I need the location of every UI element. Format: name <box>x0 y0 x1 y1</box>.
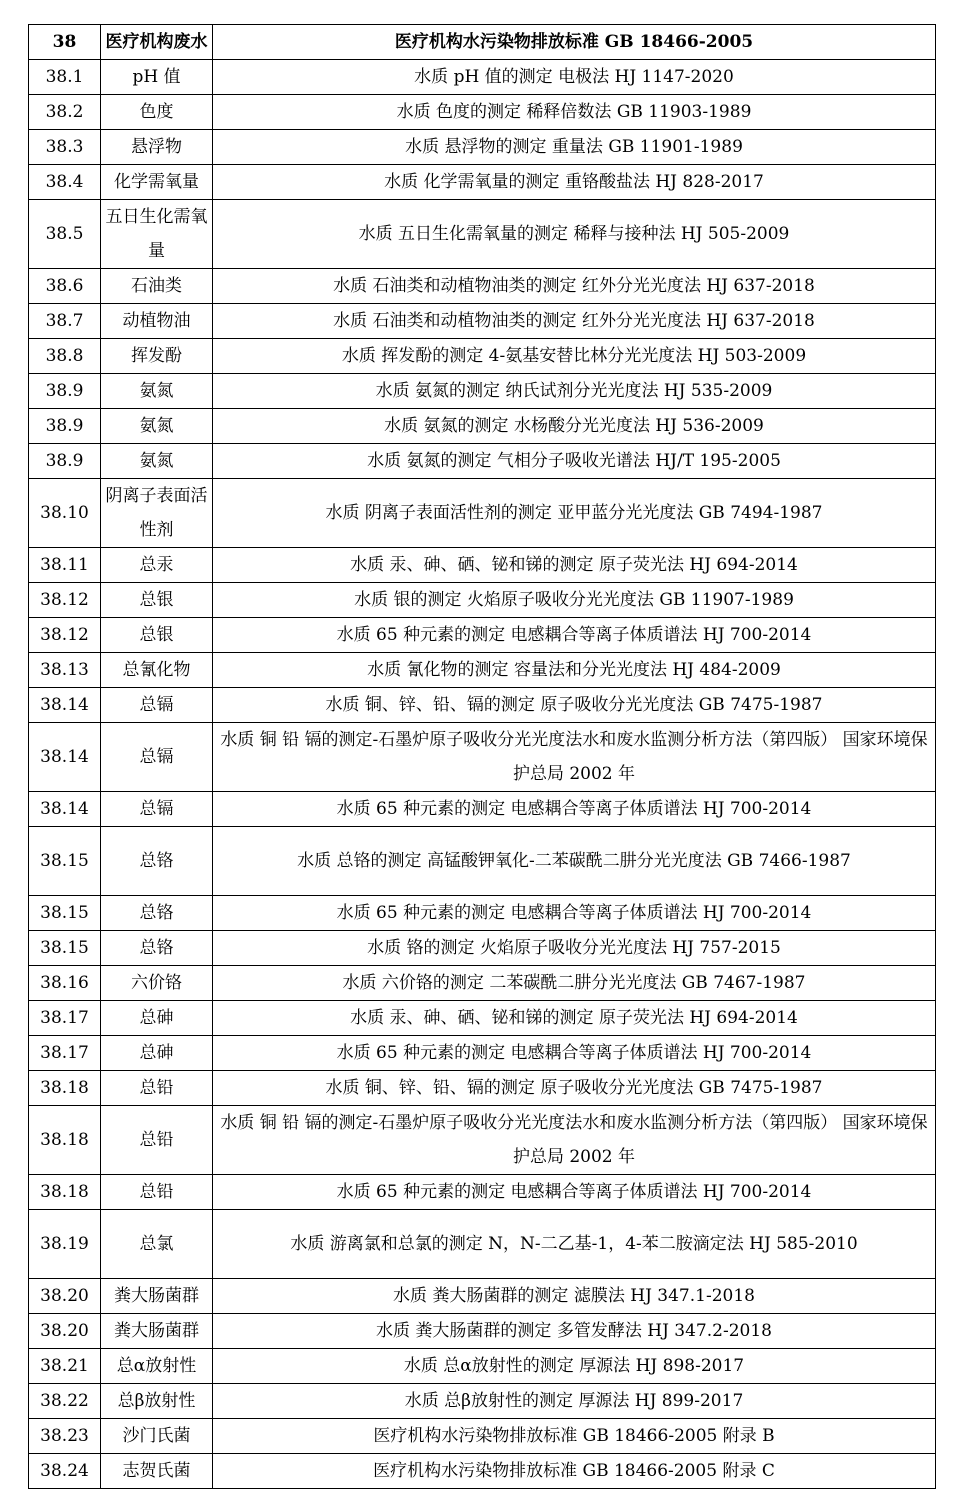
table-row <box>29 479 936 548</box>
row-item: 总氯 <box>101 1210 213 1279</box>
table-row <box>29 269 936 304</box>
row-method: 水质 银的测定 火焰原子吸收分光光度法 GB 11907-1989 <box>213 583 936 618</box>
row-number: 38.18 <box>29 1106 101 1175</box>
table-row <box>29 200 936 269</box>
table-row <box>29 444 936 479</box>
header-num: 38 <box>29 25 101 60</box>
row-method: 水质 游离氯和总氯的测定 N，N-二乙基-1，4-苯二胺滴定法 HJ 585-2010 <box>213 1210 936 1279</box>
row-item: 挥发酚 <box>101 339 213 374</box>
header-item: 医疗机构废水 <box>101 25 213 60</box>
row-number: 38.15 <box>29 931 101 966</box>
row-number: 38.6 <box>29 269 101 304</box>
row-method: 水质 汞、砷、硒、铋和锑的测定 原子荧光法 HJ 694-2014 <box>213 1001 936 1036</box>
row-number: 38.24 <box>29 1454 101 1489</box>
row-number: 38.3 <box>29 130 101 165</box>
row-item: 氨氮 <box>101 374 213 409</box>
row-item: 总铅 <box>101 1106 213 1175</box>
row-number: 38.20 <box>29 1314 101 1349</box>
table-row <box>29 548 936 583</box>
table-row <box>29 165 936 200</box>
row-method: 水质 悬浮物的测定 重量法 GB 11901-1989 <box>213 130 936 165</box>
table-row <box>29 1279 936 1314</box>
table-row <box>29 130 936 165</box>
row-number: 38.15 <box>29 827 101 896</box>
row-number: 38.4 <box>29 165 101 200</box>
table-row <box>29 1314 936 1349</box>
row-item: 六价铬 <box>101 966 213 1001</box>
row-number: 38.21 <box>29 1349 101 1384</box>
table-row <box>29 583 936 618</box>
row-method: 水质 65 种元素的测定 电感耦合等离子体质谱法 HJ 700-2014 <box>213 896 936 931</box>
row-item: 总镉 <box>101 723 213 792</box>
table-row <box>29 95 936 130</box>
row-method: 水质 总α放射性的测定 厚源法 HJ 898-2017 <box>213 1349 936 1384</box>
row-number: 38.5 <box>29 200 101 269</box>
row-method: 水质 铜 铅 镉的测定-石墨炉原子吸收分光光度法水和废水监测分析方法（第四版） 国家环境保护总局 2002 年 <box>213 723 936 792</box>
row-item: 总银 <box>101 583 213 618</box>
row-number: 38.23 <box>29 1419 101 1454</box>
row-item: 志贺氏菌 <box>101 1454 213 1489</box>
row-item: 总铅 <box>101 1071 213 1106</box>
row-method: 水质 总β放射性的测定 厚源法 HJ 899-2017 <box>213 1384 936 1419</box>
row-method: 水质 氨氮的测定 水杨酸分光光度法 HJ 536-2009 <box>213 409 936 444</box>
row-item: 悬浮物 <box>101 130 213 165</box>
table-row <box>29 1419 936 1454</box>
row-method: 水质 65 种元素的测定 电感耦合等离子体质谱法 HJ 700-2014 <box>213 1175 936 1210</box>
row-method: 水质 六价铬的测定 二苯碳酰二肼分光光度法 GB 7467-1987 <box>213 966 936 1001</box>
row-method: 水质 五日生化需氧量的测定 稀释与接种法 HJ 505-2009 <box>213 200 936 269</box>
row-item: 总银 <box>101 618 213 653</box>
header-standard: 医疗机构水污染物排放标准 GB 18466-2005 <box>213 25 936 60</box>
row-number: 38.19 <box>29 1210 101 1279</box>
row-number: 38.10 <box>29 479 101 548</box>
standards-table <box>28 24 936 1489</box>
row-method: 水质 pH 值的测定 电极法 HJ 1147-2020 <box>213 60 936 95</box>
row-item: 总铬 <box>101 827 213 896</box>
row-method: 水质 铬的测定 火焰原子吸收分光光度法 HJ 757-2015 <box>213 931 936 966</box>
row-item: 总汞 <box>101 548 213 583</box>
row-item: 总铅 <box>101 1175 213 1210</box>
row-item: 氨氮 <box>101 409 213 444</box>
row-number: 38.9 <box>29 444 101 479</box>
table-row <box>29 1106 936 1175</box>
row-item: 氨氮 <box>101 444 213 479</box>
row-item: 总α放射性 <box>101 1349 213 1384</box>
row-number: 38.15 <box>29 896 101 931</box>
row-item: 化学需氧量 <box>101 165 213 200</box>
table-row <box>29 374 936 409</box>
row-item: pH 值 <box>101 60 213 95</box>
table-row <box>29 1175 936 1210</box>
table-row <box>29 1071 936 1106</box>
row-number: 38.7 <box>29 304 101 339</box>
row-number: 38.9 <box>29 374 101 409</box>
row-number: 38.13 <box>29 653 101 688</box>
row-number: 38.2 <box>29 95 101 130</box>
row-number: 38.18 <box>29 1175 101 1210</box>
row-number: 38.18 <box>29 1071 101 1106</box>
row-item: 总β放射性 <box>101 1384 213 1419</box>
row-number: 38.20 <box>29 1279 101 1314</box>
row-method: 水质 汞、砷、硒、铋和锑的测定 原子荧光法 HJ 694-2014 <box>213 548 936 583</box>
row-method: 水质 石油类和动植物油类的测定 红外分光光度法 HJ 637-2018 <box>213 304 936 339</box>
table-row <box>29 653 936 688</box>
table-row <box>29 966 936 1001</box>
row-number: 38.22 <box>29 1384 101 1419</box>
table-body <box>29 60 936 1489</box>
table-row <box>29 304 936 339</box>
row-number: 38.14 <box>29 792 101 827</box>
row-item: 总铬 <box>101 931 213 966</box>
row-item: 总氰化物 <box>101 653 213 688</box>
table-row <box>29 792 936 827</box>
table-row <box>29 827 936 896</box>
table-row <box>29 688 936 723</box>
row-item: 总砷 <box>101 1036 213 1071</box>
table-row <box>29 931 936 966</box>
row-number: 38.12 <box>29 583 101 618</box>
row-item: 总砷 <box>101 1001 213 1036</box>
row-item: 色度 <box>101 95 213 130</box>
row-item: 五日生化需氧量 <box>101 200 213 269</box>
row-method: 水质 粪大肠菌群的测定 滤膜法 HJ 347.1-2018 <box>213 1279 936 1314</box>
row-method: 水质 挥发酚的测定 4-氨基安替比林分光光度法 HJ 503-2009 <box>213 339 936 374</box>
row-method: 水质 65 种元素的测定 电感耦合等离子体质谱法 HJ 700-2014 <box>213 1036 936 1071</box>
table-row <box>29 618 936 653</box>
row-number: 38.8 <box>29 339 101 374</box>
row-method: 水质 65 种元素的测定 电感耦合等离子体质谱法 HJ 700-2014 <box>213 792 936 827</box>
row-number: 38.17 <box>29 1036 101 1071</box>
row-method: 医疗机构水污染物排放标准 GB 18466-2005 附录 C <box>213 1454 936 1489</box>
row-method: 水质 总铬的测定 高锰酸钾氧化-二苯碳酰二肼分光光度法 GB 7466-1987 <box>213 827 936 896</box>
row-item: 总镉 <box>101 792 213 827</box>
row-item: 阴离子表面活性剂 <box>101 479 213 548</box>
row-number: 38.16 <box>29 966 101 1001</box>
row-method: 水质 阴离子表面活性剂的测定 亚甲蓝分光光度法 GB 7494-1987 <box>213 479 936 548</box>
table-row <box>29 60 936 95</box>
row-item: 粪大肠菌群 <box>101 1279 213 1314</box>
row-method: 水质 石油类和动植物油类的测定 红外分光光度法 HJ 637-2018 <box>213 269 936 304</box>
row-method: 水质 铜、锌、铅、镉的测定 原子吸收分光光度法 GB 7475-1987 <box>213 688 936 723</box>
row-method: 水质 铜 铅 镉的测定-石墨炉原子吸收分光光度法水和废水监测分析方法（第四版） 国家环境保护总局 2002 年 <box>213 1106 936 1175</box>
table-row <box>29 1001 936 1036</box>
table-row <box>29 339 936 374</box>
row-method: 水质 色度的测定 稀释倍数法 GB 11903-1989 <box>213 95 936 130</box>
table-header-row <box>29 25 936 60</box>
table-row <box>29 1454 936 1489</box>
row-number: 38.9 <box>29 409 101 444</box>
row-item: 总铬 <box>101 896 213 931</box>
table-row <box>29 1384 936 1419</box>
row-item: 石油类 <box>101 269 213 304</box>
row-method: 水质 氰化物的测定 容量法和分光光度法 HJ 484-2009 <box>213 653 936 688</box>
table-row <box>29 1349 936 1384</box>
row-method: 水质 65 种元素的测定 电感耦合等离子体质谱法 HJ 700-2014 <box>213 618 936 653</box>
row-item: 粪大肠菌群 <box>101 1314 213 1349</box>
table-row <box>29 723 936 792</box>
row-number: 38.1 <box>29 60 101 95</box>
row-method: 水质 氨氮的测定 纳氏试剂分光光度法 HJ 535-2009 <box>213 374 936 409</box>
row-number: 38.14 <box>29 688 101 723</box>
row-item: 总镉 <box>101 688 213 723</box>
table-row <box>29 1036 936 1071</box>
row-number: 38.14 <box>29 723 101 792</box>
row-method: 水质 铜、锌、铅、镉的测定 原子吸收分光光度法 GB 7475-1987 <box>213 1071 936 1106</box>
row-number: 38.11 <box>29 548 101 583</box>
row-method: 水质 氨氮的测定 气相分子吸收光谱法 HJ/T 195-2005 <box>213 444 936 479</box>
row-method: 水质 粪大肠菌群的测定 多管发酵法 HJ 347.2-2018 <box>213 1314 936 1349</box>
row-item: 动植物油 <box>101 304 213 339</box>
table-row <box>29 409 936 444</box>
table-row <box>29 1210 936 1279</box>
row-method: 医疗机构水污染物排放标准 GB 18466-2005 附录 B <box>213 1419 936 1454</box>
row-number: 38.12 <box>29 618 101 653</box>
row-method: 水质 化学需氧量的测定 重铬酸盐法 HJ 828-2017 <box>213 165 936 200</box>
row-item: 沙门氏菌 <box>101 1419 213 1454</box>
row-number: 38.17 <box>29 1001 101 1036</box>
table-row <box>29 896 936 931</box>
